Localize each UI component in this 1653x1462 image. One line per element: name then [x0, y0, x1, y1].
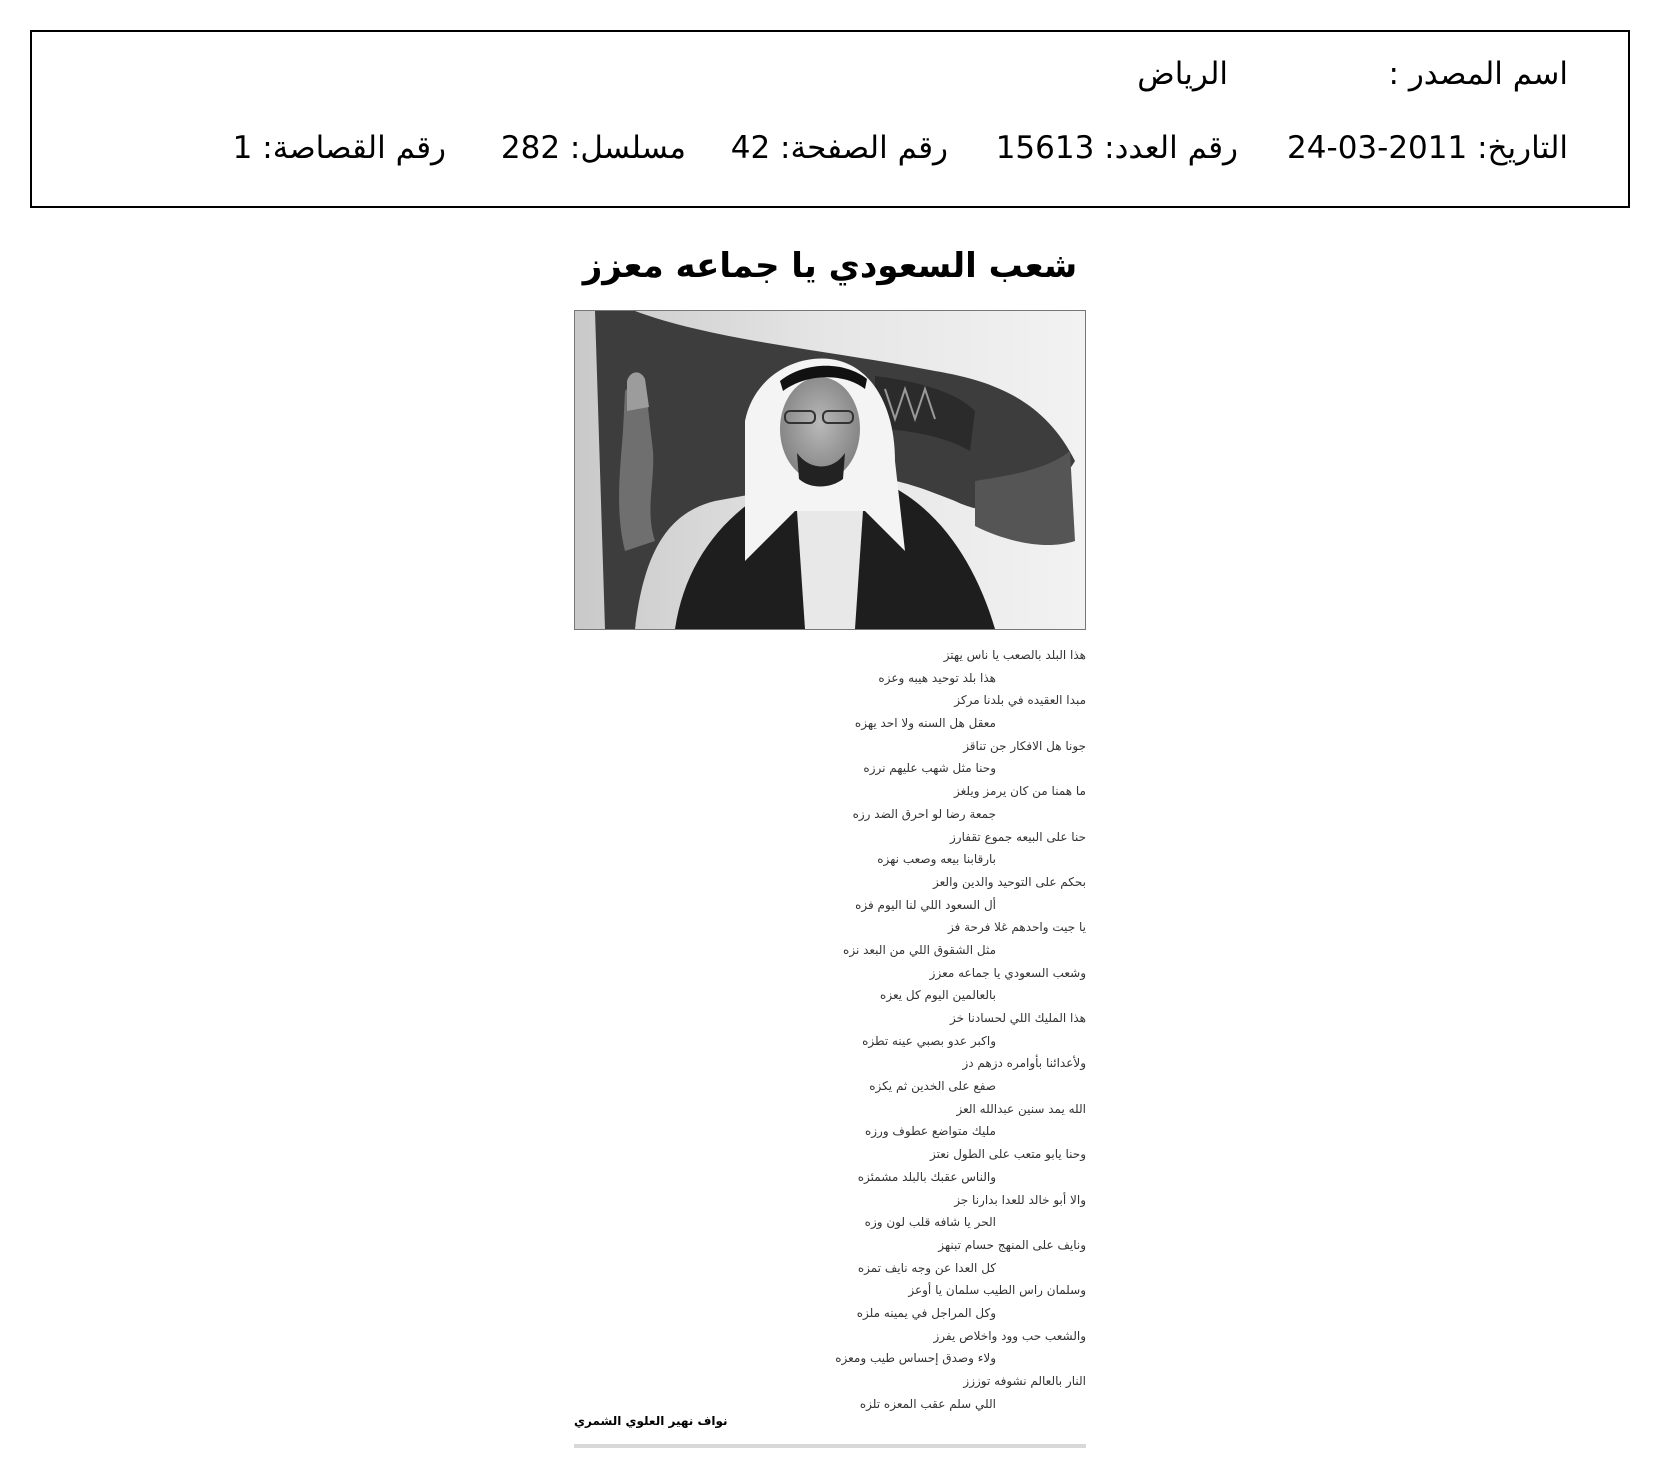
source-label: اسم المصدر : [1388, 56, 1568, 92]
verse-line: واكبر عدو بصبي عينه تطزه [862, 1033, 996, 1048]
author-name: نواف نهير العلوي الشمري [574, 1414, 728, 1428]
verse-line: هذا البلد بالصعب يا ناس يهتز [943, 648, 1086, 662]
article-clipping [574, 236, 1086, 1448]
verse-line: معقل هل السنه ولا احد يهزه [854, 716, 996, 731]
verse-line: النار بالعالم نشوفه توززز [963, 1374, 1086, 1388]
verse-line: يا جيت واحدهم غلا فرحة فز [947, 920, 1086, 935]
verse-line: صفع على الخدين ثم يكزه [869, 1079, 996, 1094]
article-photo [574, 310, 1086, 630]
metadata-box [30, 30, 1630, 208]
verse-line: والناس عقبك بالبلد مشمئزه [857, 1169, 996, 1184]
source-value: الرياض [1137, 56, 1228, 92]
verse-line: مثل الشقوق اللي من البعد نزه [843, 942, 996, 957]
verse-line: بارقابنا بيعه وصعب نهزه [877, 852, 996, 867]
date-field: التاريخ: 2011-03-24 [1287, 130, 1568, 166]
verse-line: ولاء وصدق إحساس طيب ومعزه [835, 1351, 996, 1366]
photo-illustration [575, 311, 1085, 629]
verse-line: والشعب حب وود واخلاص يفرز [933, 1328, 1086, 1343]
verse-line: هذا بلد توحيد هيبه وعزه [878, 670, 996, 685]
verse-line: مليك متواضع عطوف ورزه [864, 1124, 996, 1139]
verse-line: مبدا العقيده في بلدنا مركز [954, 693, 1086, 708]
verse-line: أل السعود اللي لنا اليوم فزه [855, 897, 996, 912]
serial-number: مسلسل: 282 [500, 130, 686, 166]
clipping-bottom-edge [574, 1444, 1086, 1448]
verse-line: وحنا يابو متعب على الطول نعتز [930, 1147, 1086, 1162]
verse-line: الحر يا شافه قلب لون وزه [864, 1215, 996, 1230]
verse-line: بحكم على التوحيد والدين والعز [933, 874, 1086, 889]
verse-line: وشعب السعودي يا جماعه معزز [929, 965, 1086, 980]
article-headline: شعب السعودي يا جماعه معزز [582, 246, 1078, 286]
clip-number: رقم القصاصة: 1 [232, 130, 446, 166]
verse-line: ولأعدائنا بأوامره دزهم دز [962, 1056, 1086, 1071]
verse-line: الله يمد سنين عبدالله العز [956, 1101, 1086, 1116]
verse-line: بالعالمين اليوم كل يعزه [880, 988, 996, 1003]
poem-verses [574, 644, 1086, 1415]
verse-line: جمعة رضا لو احرق الضد رزه [852, 806, 996, 821]
verse-line: ما همنا من كان يرمز ويلغز [954, 784, 1086, 799]
verse-line: كل العدا عن وجه نايف تمزه [857, 1260, 996, 1275]
issue-number: رقم العدد: 15613 [995, 130, 1238, 166]
verse-line: جونا هل الافكار جن تناقز [963, 738, 1086, 753]
verse-line: هذا المليك اللي لحسادنا خز [950, 1011, 1086, 1025]
verse-line: حنا على البيعه جموع تقفارز [950, 829, 1086, 844]
page-number: رقم الصفحة: 42 [730, 130, 948, 166]
verse-line: ونايف على المنهج حسام تبنهز [938, 1237, 1086, 1252]
verse-line: وكل المراجل في يمينه ملزه [856, 1305, 996, 1320]
verse-line: وسلمان راس الطيب سلمان يا أوعز [908, 1283, 1086, 1298]
verse-line: اللي سلم عقب المعزه تلزه [859, 1396, 996, 1411]
verse-line: وحنا مثل شهب عليهم نرزه [863, 761, 996, 776]
verse-line: والا أبو خالد للعدا بدارنا جز [954, 1192, 1086, 1207]
